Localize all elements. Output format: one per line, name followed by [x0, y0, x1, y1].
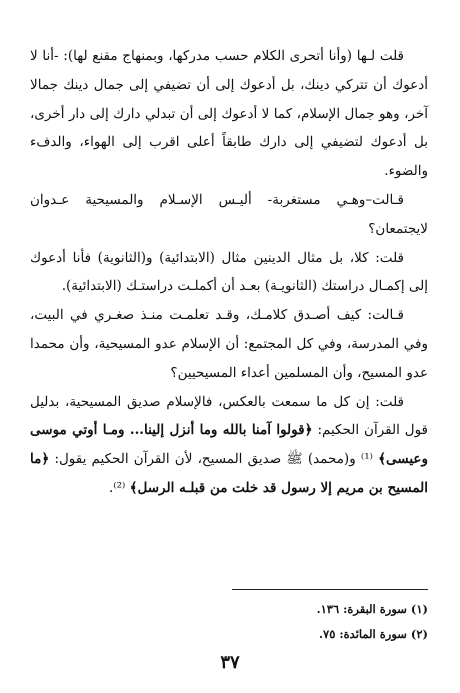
paragraph-text: قـالت: كيف أصـدق كلامـك، وقـد تعلمـت منـذ صغـري في البيت، وفي المدرسة، وفي كل المجتمع: أن الإسلام عدو المسيحية، وأن محمدا عدو المسيح، وأن المسلمين أعداء المسيحيين؟ [30, 307, 428, 381]
main-text [30, 42, 428, 503]
paragraph-text: ⁽²⁾. [108, 479, 130, 496]
paragraph-text: ⁽¹⁾ و(محمد) ﷺ صديق المسيح، لأن القرآن الحكيم يقول: [49, 451, 379, 468]
footnote: (٢) سورة المائدة: ٧٥. [319, 627, 428, 641]
quran-quote: ﴿ما المسيح بن مريم إلا رسول قد خلت من قبلـه الرسل﴾ [30, 451, 428, 496]
paragraph [30, 186, 428, 244]
paragraph [30, 42, 428, 186]
paragraph [30, 244, 428, 302]
footnote-divider [232, 589, 428, 590]
paragraph-text: قلت: إن كل ما سمعت بالعكس، فالإسلام صديق المسيحية، بدليل قول القرآن الحكيم: [30, 393, 429, 439]
quran-quote: ﴿قولوا آمنا بالله وما أنزل إلينا... ومـا أوتي موسى وعيسى﴾ [30, 422, 428, 468]
paragraph [30, 301, 428, 387]
footnote: (١) سورة البقرة: ١٣٦. [316, 602, 428, 616]
paragraph [30, 388, 428, 503]
paragraph-text: قلت لـها (وأنا أتحرى الكلام حسب مدركها، وبمنهاج مقنع لها): -أنا لا أدعوك أن تتركي دينك، بل أدعوك إلى أن تضيفي إلى جمال دينك جمالا آخر، وهو جمال الإسلام، كما لا أدعوك إلى أن تبدلي دارك إلى دار أخرى، بل أدعوك لتضيفي إلى دارك طابقاً أعلى اقرب إلى الهواء، والدفء والضوء. [30, 48, 428, 180]
paragraph-text: قلت: كلا، بل مثال الدينين مثال (الابتدائية) و(الثانوية) فأنا أدعوك إلى إكمـال دراستك (الثانويـة) بعـد أن أكملـت دراستـك (الابتدائية). [30, 249, 428, 295]
paragraph-text: قـالت–وهـي مستغربة- أليـس الإسـلام والمسيحية عـدوان لايجتمعان؟ [30, 191, 428, 237]
page-number: ٣٧ [220, 652, 240, 673]
footnotes [178, 597, 428, 647]
